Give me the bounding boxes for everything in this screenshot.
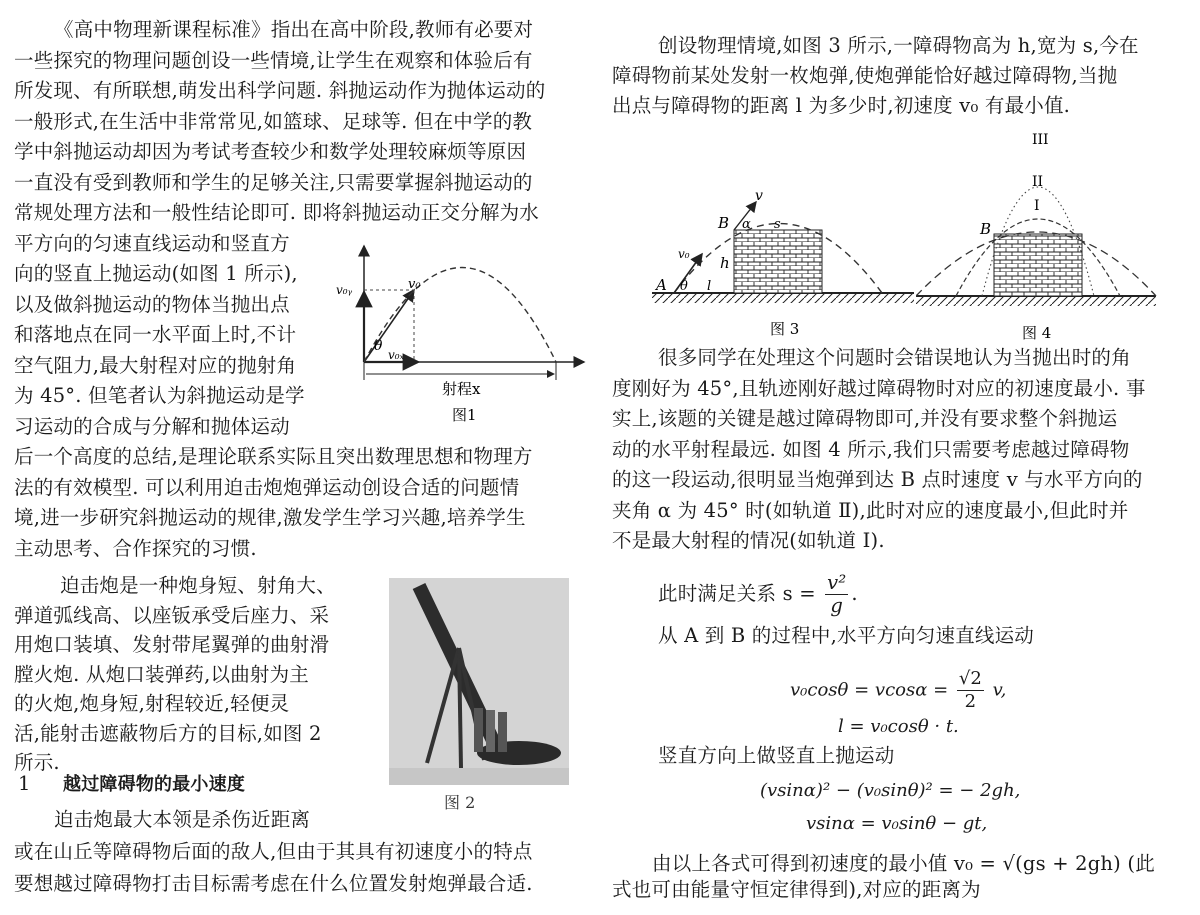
- fig1-range-label: 射程x: [442, 380, 481, 398]
- equation-4: vsinα = v₀sinθ − gt,: [806, 813, 988, 834]
- fig3-A-label: A: [656, 276, 667, 294]
- text-line: 一些探究的物理问题创设一些情境,让学生在观察和体验后有: [14, 48, 533, 72]
- text-line: 实上,该题的关键是越过障碍物即可,并没有要求整个斜抛运: [612, 407, 1118, 430]
- text-line: 一般形式,在生活中非常常见,如篮球、足球等. 但在中学的教: [14, 109, 533, 133]
- section-title: 越过障碍物的最小速度: [63, 774, 246, 795]
- fig1-v0y-label: v₀ᵧ: [336, 283, 353, 297]
- text-line: 的火炮,炮身短,射程较近,轻便灵: [14, 692, 290, 715]
- fig1-caption: 图1: [452, 406, 477, 424]
- figure-1-projectile-diagram: [334, 238, 594, 448]
- text-line: 膛火炮. 从炮口装弹药,以曲射为主: [14, 662, 309, 686]
- text-line: 或在山丘等障碍物后面的敌人,但由于其具有初速度小的特点: [14, 840, 533, 863]
- text-line: 所发现、有所联想,萌发出科学问题. 斜抛运动作为抛体运动的: [14, 79, 546, 102]
- fig3-l-label: l: [707, 279, 712, 294]
- fig4-III-label: III: [1032, 132, 1049, 148]
- final-line-2: 式也可由能量守恒定律得到),对应的距离为: [612, 878, 981, 901]
- text-line: 习运动的合成与分解和抛体运动: [14, 414, 290, 438]
- text-line: 不是最大射程的情况(如轨道 Ⅰ).: [612, 529, 885, 552]
- text-line: 法的有效模型. 可以利用迫击炮炮弹运动创设合适的问题情: [14, 475, 520, 499]
- fig4-caption: 图 4: [1022, 324, 1052, 342]
- relation-fraction: $\frac{\text{v²}}{g}$: [827, 571, 847, 617]
- fig3-B-label: B: [718, 214, 730, 232]
- figure-2-mortar-photo: [389, 578, 569, 785]
- figure-3-obstacle-diagram: [652, 162, 922, 347]
- text-line: 主动思考、合作探究的习惯.: [14, 536, 257, 560]
- fig4-B-label: B: [980, 220, 992, 238]
- fig1-v0x-label: v₀ₓ: [388, 348, 404, 362]
- text-line: 创设物理情境,如图 3 所示,一障碍物高为 h,宽为 s,今在: [658, 34, 1139, 57]
- text-line: 障碍物前某处发射一枚炮弹,使炮弹能恰好越过障碍物,当抛: [612, 64, 1118, 87]
- fig3-v0-label: v₀: [678, 247, 690, 261]
- equation-3: (vsinα)² − (v₀sinθ)² = − 2gh,: [760, 780, 1021, 801]
- text-line: 境,进一步研究斜抛运动的规律,激发学生学习兴趣,培养学生: [14, 506, 526, 529]
- relation-line: 此时满足关系 s = $\frac{\text{v²}}{g}$ .: [658, 571, 858, 617]
- mortar-image: [389, 578, 569, 785]
- text-line: 用炮口装填、发射带尾翼弹的曲射滑: [14, 633, 330, 656]
- figure-4-trajectories-diagram: [916, 128, 1166, 348]
- text-line: 为 45°. 但笔者认为斜抛运动是学: [14, 384, 305, 407]
- fig1-v0-label: v₀: [408, 277, 421, 292]
- fig3-caption: 图 3: [770, 320, 800, 338]
- fig3-s-label: s: [774, 217, 781, 232]
- text-line: 以及做斜抛运动的物体当抛出点: [14, 292, 290, 316]
- equation-2: l = v₀cosθ · t.: [838, 716, 959, 737]
- text-line: 空气阻力,最大射程对应的抛射角: [14, 353, 297, 377]
- text-line: 所示.: [14, 751, 60, 774]
- fig3-theta-label: θ: [680, 279, 688, 294]
- final-line-1: 由以上各式可得到初速度的最小值 v₀ = √(gs + 2gh) (此: [652, 852, 1155, 875]
- text-line: 很多同学在处理这个问题时会错误地认为当抛出时的角: [658, 346, 1131, 369]
- text-line: 的这一段运动,很明显当炮弹到达 B 点时速度 v 与水平方向的: [612, 468, 1143, 491]
- text-line: 平方向的匀速直线运动和竖直方: [14, 231, 290, 255]
- fig3-alpha-label: α: [742, 217, 751, 232]
- text-line: 度刚好为 45°,且轨迹刚好越过障碍物时对应的初速度最小. 事: [612, 376, 1146, 400]
- horizontal-intro: 从 A 到 B 的过程中,水平方向匀速直线运动: [658, 624, 1035, 647]
- fig4-I-label: I: [1034, 198, 1040, 214]
- text-line: 向的竖直上抛运动(如图 1 所示),: [14, 262, 298, 285]
- equation-1: v₀cosθ = vcosα = $\frac{√2}{2}$ v,: [790, 668, 1007, 712]
- fig3-v-label: v: [755, 188, 763, 204]
- text-line: 和落地点在同一水平面上时,不计: [14, 323, 297, 346]
- text-line: 夹角 α 为 45° 时(如轨道 Ⅱ),此时对应的速度最小,但此时并: [612, 498, 1129, 522]
- section-heading: [18, 772, 245, 797]
- fig1-theta-label: θ: [374, 338, 383, 354]
- text-line: 出点与障碍物的距离 l 为多少时,初速度 v₀ 有最小值.: [612, 94, 1071, 117]
- text-line: 活,能射击遮蔽物后方的目标,如图 2: [14, 721, 322, 745]
- text-line: 动的水平射程最远. 如图 4 所示,我们只需要考虑越过障碍物: [612, 437, 1130, 461]
- text-line: 一直没有受到教师和学生的足够关注,只需要掌握斜抛运动的: [14, 170, 533, 194]
- section-number: 1: [18, 772, 31, 795]
- text-line: 要想越过障碍物打击目标需考虑在什么位置发射炮弹最合适.: [14, 872, 533, 895]
- fig4-II-label: II: [1032, 174, 1044, 190]
- vertical-intro: 竖直方向上做竖直上抛运动: [658, 744, 895, 767]
- text-line: 《高中物理新课程标准》指出在高中阶段,教师有必要对: [54, 18, 534, 41]
- text-line: 常规处理方法和一般性结论即可. 即将斜抛运动正交分解为水: [14, 201, 539, 224]
- text-line: 后一个高度的总结,是理论联系实际且突出数理思想和物理方: [14, 445, 533, 468]
- fig2-caption: 图 2: [444, 793, 476, 812]
- text-line: 学中斜抛运动却因为考试考查较少和数学处理较麻烦等原因: [14, 140, 527, 163]
- text-line: 迫击炮是一种炮身短、射角大、: [60, 574, 336, 597]
- sqrt2-over-2: $\frac{√2}{2}$: [958, 668, 982, 712]
- fig3-h-label: h: [720, 254, 730, 272]
- text-line: 弹道弧线高、以座钣承受后座力、采: [14, 603, 330, 627]
- text-line: 迫击炮最大本领是杀伤近距离: [54, 808, 311, 831]
